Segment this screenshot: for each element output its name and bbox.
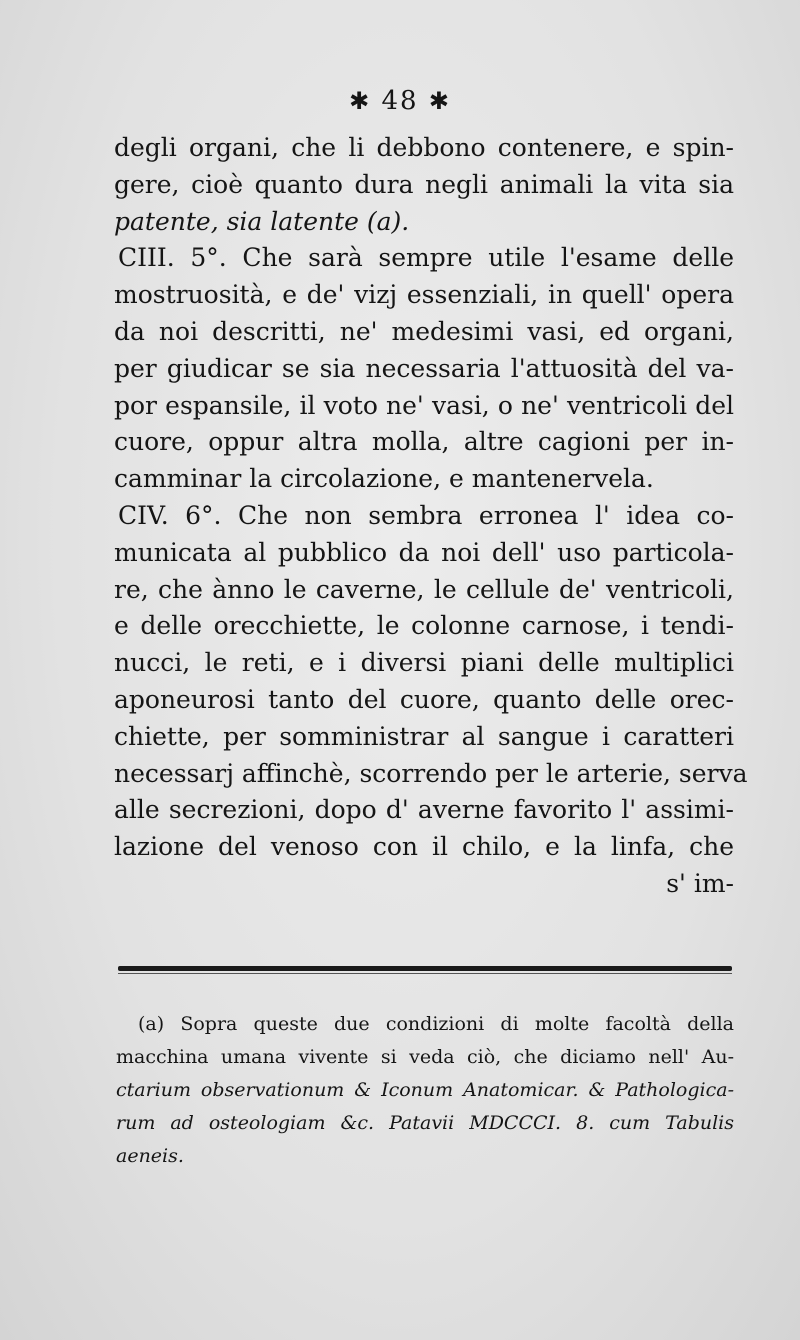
text-line: patente, sia latente (a). [114,206,410,236]
footnote-rule-thin [118,973,732,974]
ornament-right-icon: ✱ [428,87,451,115]
text-line: camminar la circolazione, e mantenervela. [114,464,654,494]
text-line: re, che ànno le caverne, le cellule de' ventricoli, [114,574,734,604]
footnote-line: rum ad osteologiam &c. Patavii MDCCCI. 8. cum Tabulis [116,1112,734,1134]
text-line: CIV. 6°. Che non sembra erronea l' idea co- [118,500,734,530]
text-line: e delle orecchiette, le colonne carnose, i tendi- [114,611,734,641]
text-line: municata al pubblico da noi dell' uso particola- [114,537,734,567]
text-line: da noi descritti, ne' medesimi vasi, ed organi, [114,316,734,346]
footnote-rule [118,966,732,971]
page-number: 48 [381,86,419,116]
body-text [114,130,748,903]
text-line: lazione del venoso con il chilo, e la linfa, che [114,832,734,862]
footnote [116,1008,734,1173]
text-line: CIII. 5°. Che sarà sempre utile l'esame delle [118,243,734,273]
text-line: cuore, oppur altra molla, altre cagioni per in- [114,427,734,457]
text-line: nucci, le reti, e i diversi piani delle multiplici [114,648,734,678]
footnote-line: ctarium observationum & Iconum Anatomicar. & Pathologica- [116,1079,734,1101]
text-line: necessarj affinchè, scorrendo per le arterie, serva [114,758,748,788]
ornament-left-icon: ✱ [349,87,372,115]
text-line: gere, cioè quanto dura negli animali la vita sia [114,169,734,199]
text-line: degli organi, che li debbono contenere, e spin- [114,133,734,162]
footnote-line: macchina umana vivente si veda ciò, che diciamo nell' Au- [116,1046,734,1068]
text-line: alle secrezioni, dopo d' averne favorito l' assimi- [114,795,734,825]
footnote-line: (a) Sopra queste due condizioni di molte facoltà della [138,1013,734,1035]
text-line: mostruosità, e de' vizj essenziali, in quell' opera [114,280,734,310]
text-line: chiette, per somministrar al sangue i caratteri [114,721,734,751]
text-line: por espansile, il voto ne' vasi, o ne' ventricoli del [114,390,734,420]
page-header [0,86,800,116]
footnote-line: aeneis. [116,1145,184,1167]
catchword: s' im- [666,868,734,898]
text-line: aponeurosi tanto del cuore, quanto delle orec- [114,684,734,714]
text-line: per giudicar se sia necessaria l'attuosità del va- [114,353,734,383]
